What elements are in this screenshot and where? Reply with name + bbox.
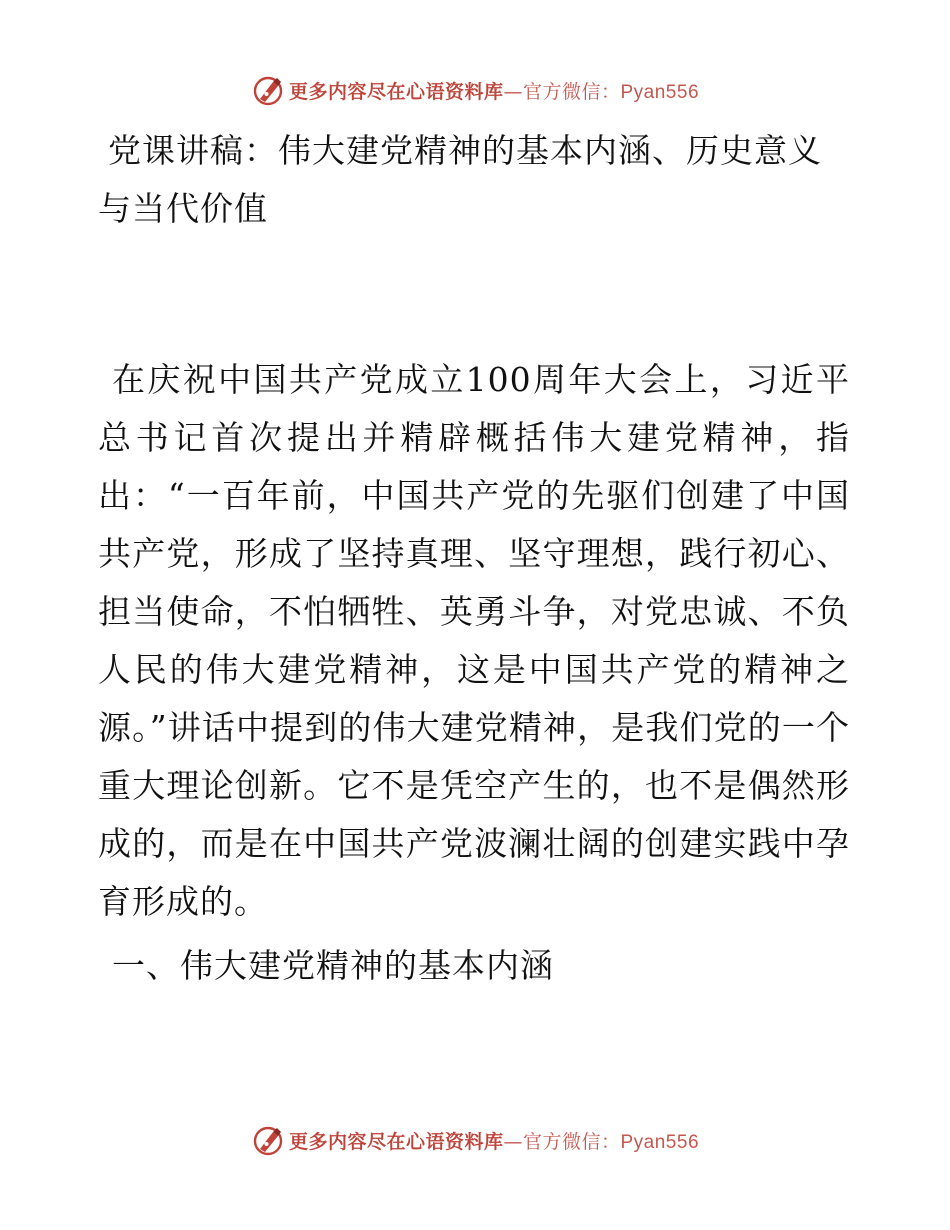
section-heading: 一、伟大建党精神的基本内涵 <box>112 946 554 985</box>
header-banner-text <box>289 77 699 104</box>
header-brand-text: 更多内容尽在心语资料库 <box>288 80 504 103</box>
pen-nib-logo-icon <box>251 73 285 107</box>
document-title: 党课讲稿：伟大建党精神的基本内涵、历史意义与当代价值 <box>98 131 822 228</box>
body-paragraph: 在庆祝中国共产党成立100周年大会上，习近平总书记首次提出并精辟概括伟大建党精神，指出：“一百年前，中国共产党的先驱们创建了中国共产党，形成了坚持真理、坚守理想，践行初心、担当使命，不怕牺牲、英勇斗争，对党忠诚、不负人民的伟大建党精神，这是中国共产党的精神之源。”讲话中提到的伟大建党精神，是我们党的一个重大理论创新。它不是凭空产生的，也不是偶然形成的，而是在中国共产党波澜壮阔的创建实践中孕育形成的。 <box>98 360 850 921</box>
header-wechat-id: Pyan556 <box>620 81 700 103</box>
footer-wechat-id: Pyan556 <box>620 1131 700 1153</box>
footer-separator: — <box>503 1130 523 1153</box>
footer-banner-inner <box>251 1123 699 1157</box>
document-content <box>98 122 850 995</box>
footer-watermark-banner <box>0 1120 950 1160</box>
header-watermark-banner <box>0 70 950 110</box>
header-wechat-label: 官方微信： <box>522 80 621 103</box>
header-separator: — <box>503 80 523 103</box>
footer-brand-text: 更多内容尽在心语资料库 <box>288 1130 504 1153</box>
pen-nib-logo-icon <box>251 1123 285 1157</box>
footer-wechat-label: 官方微信： <box>522 1130 621 1153</box>
header-banner-inner <box>251 73 699 107</box>
footer-banner-text <box>289 1127 699 1154</box>
